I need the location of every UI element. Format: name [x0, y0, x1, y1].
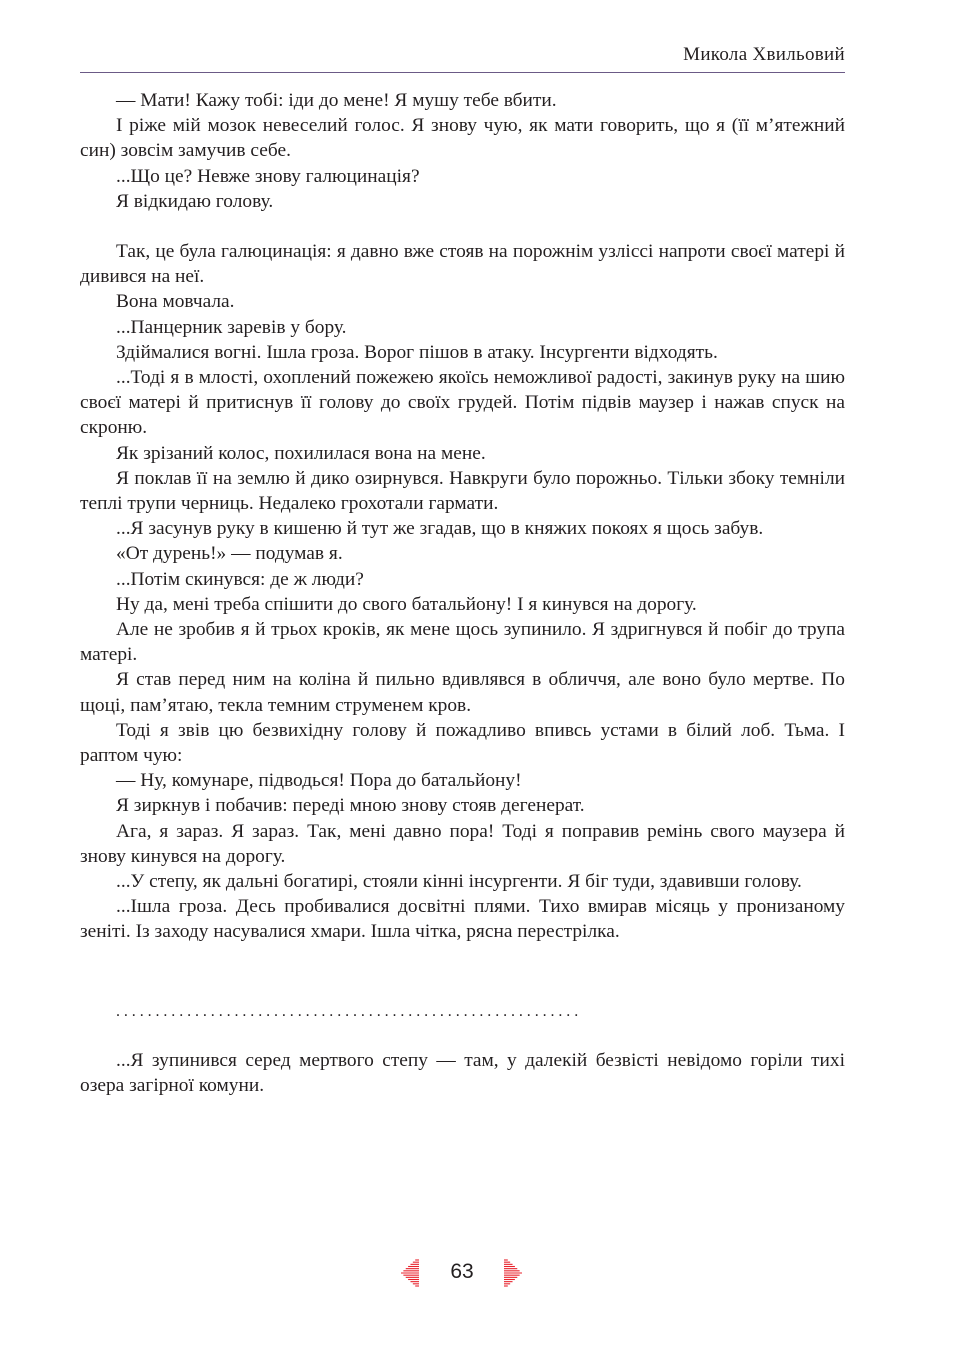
paragraph: — Ну, комунаре, підводься! Пора до батальйону! [116, 770, 522, 792]
section-separator: ........................................................... [116, 1003, 583, 1020]
running-head: Микола Хвильовий [683, 44, 845, 65]
paragraph: Тоді я звів цю безвихідну голову й пожадливо впивсь устами в білий лоб. Тьма. І раптом чую: [80, 719, 845, 767]
paragraph: Я зиркнув і побачив: переді мною знову стояв дегенерат. [116, 795, 585, 817]
paragraph: Ну да, мені треба спішити до свого батальйону! І я кинувся на дорогу. [116, 593, 697, 615]
header-rule [80, 72, 845, 73]
left-chevron-ornament-icon [400, 1259, 420, 1287]
paragraph: Ага, я зараз. Я зараз. Так, мені давно пора! Тоді я поправив ремінь свого маузера й знову кинувся на дорогу. [80, 820, 845, 867]
ornament-stripes [504, 1260, 522, 1286]
right-chevron-ornament-icon [503, 1259, 523, 1287]
paragraph: «От дурень!» — подумав я. [116, 543, 343, 565]
paragraph: Я відкидаю голову. [116, 190, 274, 212]
paragraph: Я став перед ним на коліна й пильно вдивлявся в обличчя, але воно було мертве. По щоці, пам’ятаю, текла темним струменем кров. [80, 669, 845, 716]
paragraph: Здіймалися вогні. Ішла гроза. Ворог пішов в атаку. Інсургенти відходять. [116, 341, 718, 363]
paragraph: Але не зробив я й трьох кроків, як мене щось зупинило. Я здригнувся й побіг до трупа матері. [80, 619, 845, 666]
paragraph: ...Я зупинився серед мертвого степу — там, у далекій безвісті невідомо горіли тихі озера загірної комуни. [80, 1050, 845, 1097]
text-block-1 [80, 88, 845, 214]
paragraph: ...Тоді я в млості, охоплений пожежею якоїсь неможливої радості, закинув руку на шию своєї матері й притиснув її голову до своїх грудей. Потім підвів маузер і нажав спуск на скроню. [80, 367, 845, 439]
paragraph: ...Панцерник заревів у бору. [116, 316, 347, 338]
paragraph: Так, це була галюцинація: я давно вже стояв на порожнім узліссі напроти своєї матері й дивився на неї. [80, 241, 845, 288]
page-number: 63 [450, 1260, 474, 1283]
ornament-stripes [401, 1260, 419, 1286]
paragraph: — Мати! Кажу тобі: іди до мене! Я мушу тебе вбити. [116, 90, 557, 111]
paragraph: ...Потім скинувся: де ж люди? [116, 568, 364, 590]
paragraph: ...У степу, як дальні богатирі, стояли кінні інсургенти. Я біг туди, здавивши голову. [116, 871, 802, 893]
paragraph: ...Що це? Невже знову галюцинація? [116, 165, 420, 187]
paragraph: ...Я засунув руку в кишеню й тут же згадав, що в княжих покоях я щось забув. [116, 518, 764, 540]
page-footer [0, 1258, 963, 1288]
paragraph: ...Ішла гроза. Десь пробивалися досвітні плями. Тихо вмирав місяць у пронизаному зеніті. Із заходу насувалися хмари. Ішла чітка, рясна перестрілка. [80, 896, 845, 943]
paragraph: І ріже мій мозок невеселий голос. Я знову чую, як мати говорить, що я (її м’ятежний син) зовсім замучив себе. [80, 115, 845, 162]
text-block-3 [80, 1048, 845, 1098]
text-block-2 [80, 239, 845, 945]
paragraph: Як зрізаний колос, похилилася вона на мене. [116, 442, 486, 464]
paragraph: Я поклав її на землю й дико озирнувся. Навкруги було порожньо. Тільки збоку темніли теплі трупи черниць. Недалеко грохотали гармати. [80, 467, 845, 515]
paragraph: Вона мовчала. [116, 291, 235, 313]
